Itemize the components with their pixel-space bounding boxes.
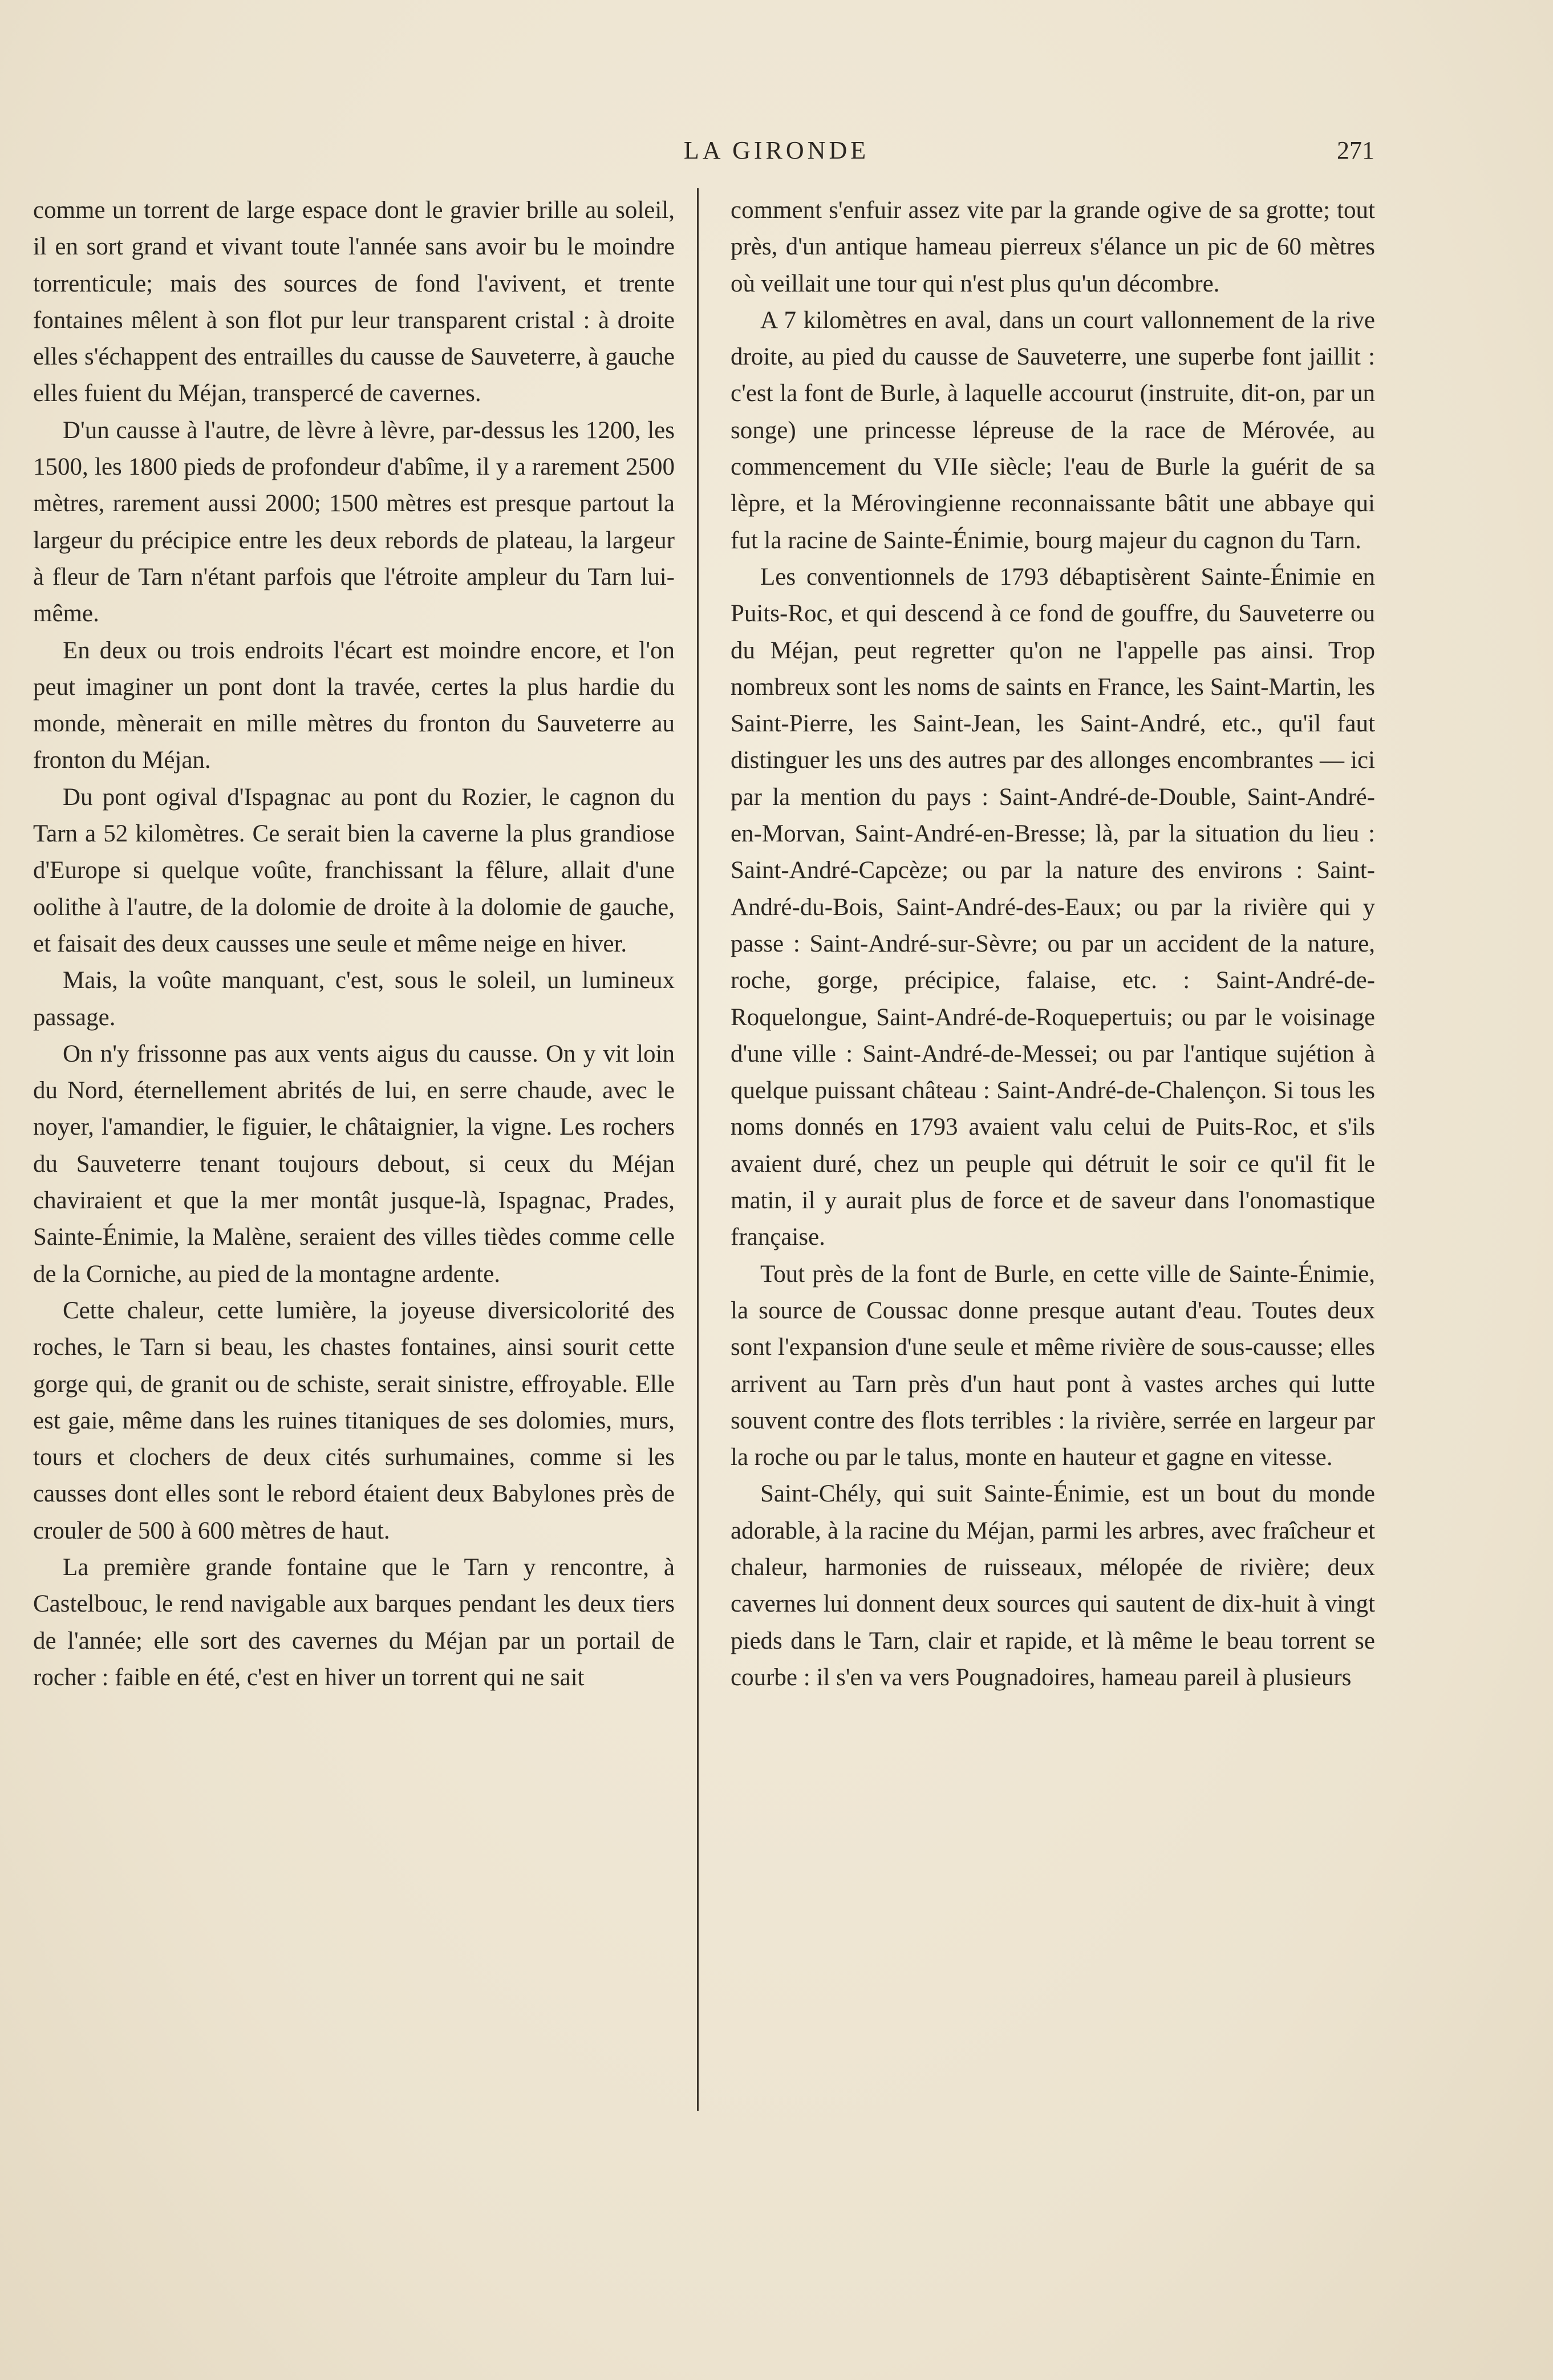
left-paragraph-8: La première grande fontaine que le Tarn y rencontre, à Castelbouc, le rend navigable aux barques pendant les deux tiers de l'année; elle sort des cavernes du Méjan par un portail de rocher : faible en été, c'est en hiver un torrent qui ne sait — [33, 1553, 675, 1691]
left-paragraph-4: Du pont ogival d'Ispagnac au pont du Rozier, le cagnon du Tarn a 52 kilomètres. Ce serait bien la caverne la plus grandiose d'Europe si quelque voûte, franchissant la fêlure, allait d'une oolithe à l'autre, de la dolomie de droite à la dolomie de gauche, et faisait des deux causses une seule et même neige en hiver. — [33, 783, 675, 957]
left-paragraph-2: D'un causse à l'autre, de lèvre à lèvre, par-dessus les 1200, les 1500, les 1800 pieds de profondeur d'abîme, il y a rarement 2500 mètres, rarement aussi 2000; 1500 mètres est presque partout la largeur du précipice entre les deux rebords de plateau, la largeur à fleur de Tarn n'étant parfois que l'étroite ampleur du Tarn lui-même. — [33, 416, 675, 628]
page-number: 271 — [1337, 136, 1374, 164]
right-paragraph-2: A 7 kilomètres en aval, dans un court vallonnement de la rive droite, au pied du causse de Sauveterre, une superbe font jaillit : c'est la font de Burle, à laquelle accourut (instruite, dit-on, par un songe) une princesse lépreuse de la race de Mérovée, au commencement du VIIe siècle; l'eau de Burle la guérit de sa lèpre, et la Mérovingienne reconnaissante bâtit une abbaye qui fut la racine de Sainte-Énimie, bourg majeur du cagnon du Tarn. — [731, 306, 1375, 554]
right-paragraph-3: Les conventionnels de 1793 débaptisèrent Sainte-Énimie en Puits-Roc, et qui descend à ce fond de gouffre, du Sauveterre ou du Méjan, peut regretter qu'on ne l'appelle pas ainsi. Trop nombreux sont les noms de saints en France, les Saint-Martin, les Saint-Pierre, les Saint-Jean, les Saint-André, etc., qu'il faut distinguer les uns des autres par des allonges encombrantes — ici par la mention du pays : Saint-André-de-Double, Saint-André-en-Morvan, Saint-André-en-Bresse; là, par la situation du lieu : Saint-André-Capcèze; ou par la nature des environs : Saint-André-du-Bois, Saint-André-des-Eaux; ou par la rivière qui y passe : Saint-André-sur-Sèvre; ou par un accident de la nature, roche, gorge, précipice, falaise, etc. : Saint-André-de-Roquelongue, Saint-André-de-Roquepertuis; ou par le voisinage d'une ville : Saint-André-de-Messei; ou par l'antique sujétion à quelque puissant château : Saint-André-de-Chalençon. Si tous les noms donnés en 1793 avaient valu celui de Puits-Roc, et s'ils avaient duré, chez un peuple qui détruit le soir ce qu'il fit le matin, il y aurait plus de force et de saveur dans l'onomastique française. — [731, 563, 1375, 1251]
right-paragraph-4: Tout près de la font de Burle, en cette ville de Sainte-Énimie, la source de Coussac donne presque autant d'eau. Toutes deux sont l'expansion d'une seule et même rivière de sous-causse; elles arrivent au Tarn près d'un haut pont à vastes arches qui lutte souvent contre des flots terribles : la rivière, serrée en largeur par la roche ou par le talus, monte en hauteur et gagne en vitesse. — [731, 1260, 1375, 1471]
right-paragraph-1: comment s'enfuir assez vite par la grande ogive de sa grotte; tout près, d'un antique hameau pierreux s'élance un pic de 60 mètres où veillait une tour qui n'est plus qu'un décombre. — [731, 197, 1375, 297]
left-paragraph-6: On n'y frissonne pas aux vents aigus du causse. On y vit loin du Nord, éternellement abrités de lui, en serre chaude, avec le noyer, l'amandier, le figuier, le châtaignier, la vigne. Les rochers du Sauveterre tenant toujours debout, si ceux du Méjan chaviraient et que la mer montât jusque-là, Ispagnac, Prades, Sainte-Énimie, la Malène, seraient des villes tièdes comme celle de la Corniche, au pied de la montagne ardente. — [33, 1040, 675, 1288]
right-column — [731, 192, 1375, 1696]
left-paragraph-7: Cette chaleur, cette lumière, la joyeuse diversicolorité des roches, le Tarn si beau, les chastes fontaines, ainsi sourit cette gorge qui, de granit ou de schiste, serait sinistre, effroyable. Elle est gaie, même dans les ruines titaniques de ses dolomies, murs, tours et clochers de deux cités surhumaines, comme si les causses dont elles sont le rebord étaient deux Babylones près de crouler de 500 à 600 mètres de haut. — [33, 1297, 675, 1544]
left-paragraph-3: En deux ou trois endroits l'écart est moindre encore, et l'on peut imaginer un pont dont la travée, certes la plus hardie du monde, mènerait en mille mètres du fronton du Sauveterre au fronton du Méjan. — [33, 637, 675, 774]
left-paragraph-5: Mais, la voûte manquant, c'est, sous le soleil, un lumineux passage. — [33, 967, 675, 1031]
column-divider — [697, 188, 699, 2111]
left-paragraph-1: comme un torrent de large espace dont le gravier brille au soleil, il en sort grand et vivant toute l'année sans avoir bu le moindre torrenticule; mais des sources de fond l'avivent, et trente fontaines mêlent à son flot pur leur transparent cristal : à droite elles s'échappent des entrailles du causse de Sauveterre, à gauche elles fuient du Méjan, transpercé de cavernes. — [33, 197, 675, 407]
left-column — [33, 192, 675, 1696]
running-header-title: LA GIRONDE — [683, 136, 870, 164]
right-paragraph-5: Saint-Chély, qui suit Sainte-Énimie, est un bout du monde adorable, à la racine du Méjan, parmi les arbres, avec fraîcheur et chaleur, harmonies de ruisseaux, mélopée de rivière; deux cavernes lui donnent deux sources qui sautent de dix-huit à vingt pieds dans le Tarn, clair et rapide, et là même le beau torrent se courbe : il s'en va vers Pougnadoires, hameau pareil à plusieurs — [731, 1480, 1375, 1691]
